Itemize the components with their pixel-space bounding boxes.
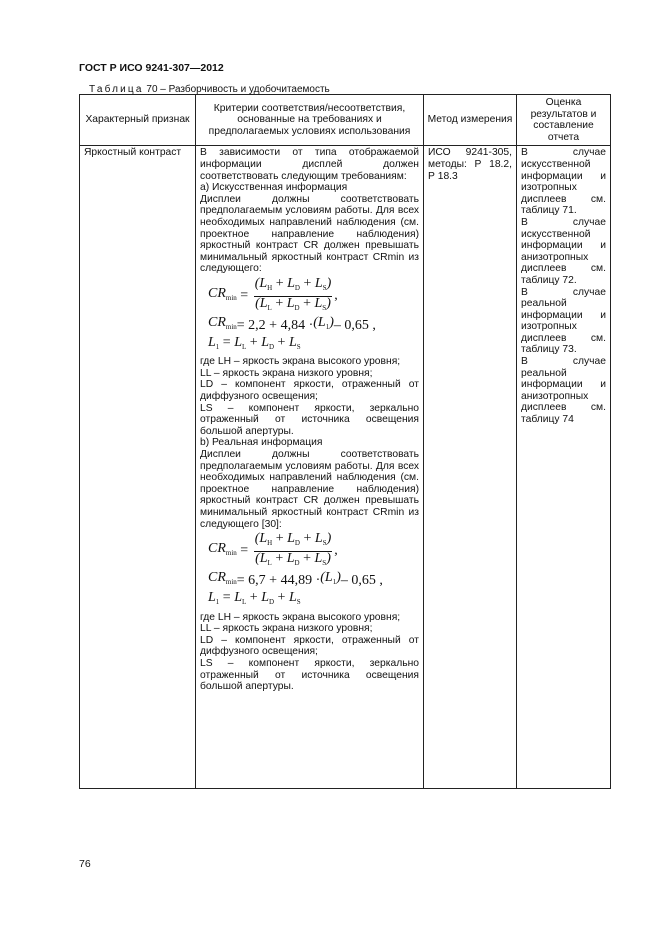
where-ls: LS – компонент яркости, зеркально отраженный от источника освещения большой апертуры. — [200, 402, 419, 437]
cell-report — [517, 146, 611, 789]
criteria-table — [79, 94, 611, 789]
formula-a-ratio: $CR_{min}$ = $\frac{(L_H + L_D + L_S)}{(L_L + L_D + L_S)}$ , — [208, 275, 338, 312]
column-header-report: Оценка результатов и составление отчета — [517, 95, 611, 146]
cell-method: ИСО 9241-305, методы: Р 18.2, Р 18.3 — [424, 146, 517, 789]
formula-a-tail: – 0,65 , — [333, 317, 376, 333]
formula-b-sum: $L_1 = L_L + L_D + L_S$ — [208, 589, 301, 606]
where-ld-b: LD – компонент яркости, отраженный от диффузного освещения; — [200, 634, 419, 658]
formula-b-constants: = 6,7 + 44,89 · — [236, 572, 321, 588]
table-row — [80, 146, 611, 789]
where-ls-b: LS – компонент яркости, зеркально отраженный от источника освещения большой апертуры. — [200, 657, 419, 693]
report-item: В случае реальной информации и анизотропных дисплеев см. таблицу 74 — [521, 356, 606, 426]
report-item: В случае искусственной информации и изотропных дисплеев см. таблицу 71. — [521, 147, 606, 217]
formula-a-constants: = 2,2 + 4,84 · — [236, 317, 314, 333]
section-a-text: Дисплеи должны соответствовать предполагаемым условиям работы. Для всех необходимых направлений наблюдения (см. проектное направление наблюдения) яркостный контраст CR должен превышать минимальный яркостный контраст CRmin из следующего: — [200, 193, 419, 275]
where-lh: где LH – яркость экрана высокого уровня; — [200, 356, 401, 368]
formula-b-threshold: $CR_{min}$ = 6,7 + 44,89 · $(L_1)$ – 0,65 , — [208, 570, 383, 588]
formula-a-threshold: $CR_{min}$ = 2,2 + 4,84 · $(L_1)$ – 0,65 , — [208, 315, 376, 333]
where-ld: LD – компонент яркости, отраженный от диффузного освещения; — [200, 379, 419, 403]
where-lh-b: где LH – яркость экрана высокого уровня; — [200, 611, 401, 623]
cell-criteria — [196, 146, 424, 789]
table-caption-text: 70 – Разборчивость и удобочитаемость — [146, 84, 330, 95]
section-a-title: а) Искусственная информация — [200, 182, 348, 194]
criteria-intro: В зависимости от типа отображаемой информации дисплей должен соответствовать следующим требованиям: — [200, 147, 419, 182]
column-header-method: Метод измерения — [424, 95, 517, 146]
where-ll-b: LL – яркость экрана низкого уровня; — [200, 623, 373, 635]
report-item: В случае искусственной информации и анизотропных дисплеев см. таблицу 72. — [521, 216, 606, 286]
formula-b-ratio: $CR_{min}$ = $\frac{(L_H + L_D + L_S)}{(L_L + L_D + L_S)}$ , — [208, 531, 338, 567]
document-header: ГОСТ Р ИСО 9241-307—2012 — [79, 62, 224, 74]
page-number: 76 — [79, 858, 91, 870]
section-b-text: Дисплеи должны соответствовать предполагаемым условиям работы. Для всех необходимых направлений наблюдения (см. проектное направление наблюдения) яркостный контраст CR должен превышать минимальный яркостный контраст CRmin из следующего [30]: — [200, 449, 419, 530]
report-item: В случае реальной информации и изотропных дисплеев см. таблицу 73. — [521, 286, 606, 356]
table-caption-prefix: Таблица — [89, 84, 144, 95]
formula-a-sum: $L_1 = L_L + L_D + L_S$ — [208, 334, 301, 351]
column-header-feature: Характерный признак — [80, 95, 196, 146]
section-b-title: b) Реальная информация — [200, 437, 323, 449]
where-ll: LL – яркость экрана низкого уровня; — [200, 367, 373, 379]
cell-feature: Яркостный контраст — [80, 146, 196, 789]
formula-b-tail: – 0,65 , — [340, 572, 383, 588]
column-header-criteria: Критерии соответствия/несоответствия, основанные на требованиях и предполагаемых условиях использования — [196, 95, 424, 146]
table-header-row — [80, 95, 611, 146]
